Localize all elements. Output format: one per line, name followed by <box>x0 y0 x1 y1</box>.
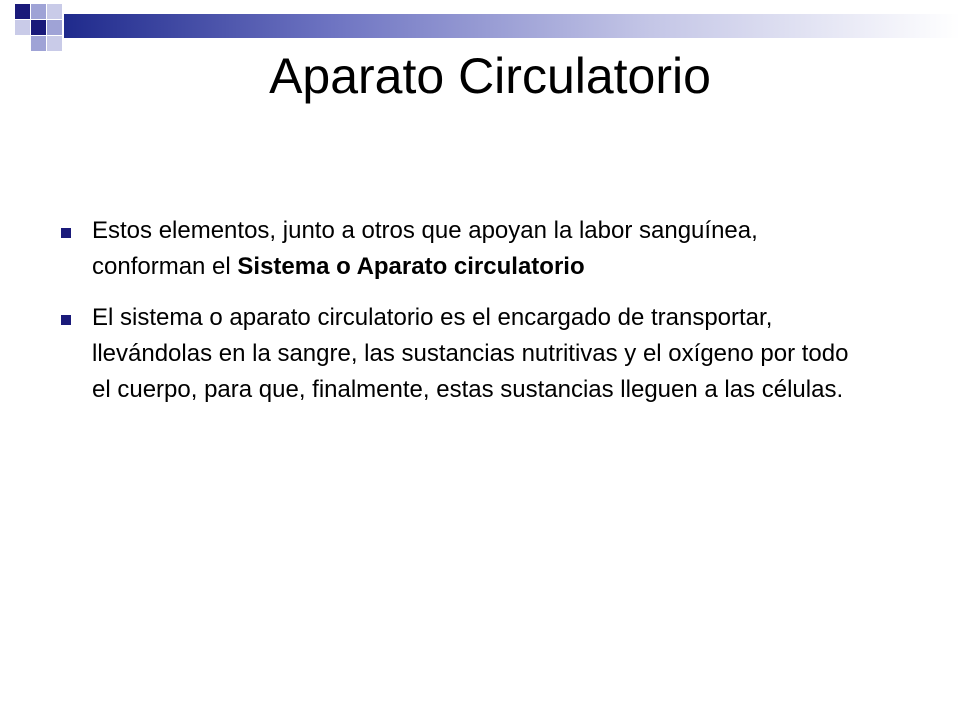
slide-title: Aparato Circulatorio <box>269 48 711 104</box>
decor-square <box>15 4 30 19</box>
bullet-item <box>58 213 858 285</box>
decor-square <box>31 4 46 19</box>
bullet-text: El sistema o aparato circulatorio es el encargado de transportar, llevándolas en la sangre, las sustancias nutritivas y el oxígeno por todo el cuerpo, para que, finalmente, estas sustancias lleguen a las células. <box>92 304 849 403</box>
bullet-text: Estos elementos, junto a otros que apoyan la labor sanguínea, conforman el <box>92 217 758 280</box>
bullet-list <box>58 213 858 423</box>
decor-square <box>47 4 62 19</box>
bullet-text-bold: Sistema o Aparato circulatorio <box>237 253 585 280</box>
square-bullet-icon <box>61 228 71 238</box>
decor-square <box>47 20 62 35</box>
decor-square <box>31 20 46 35</box>
header-gradient-bar <box>64 14 960 38</box>
square-bullet-icon <box>61 315 71 325</box>
decor-square <box>15 20 30 35</box>
bullet-item <box>58 300 858 408</box>
